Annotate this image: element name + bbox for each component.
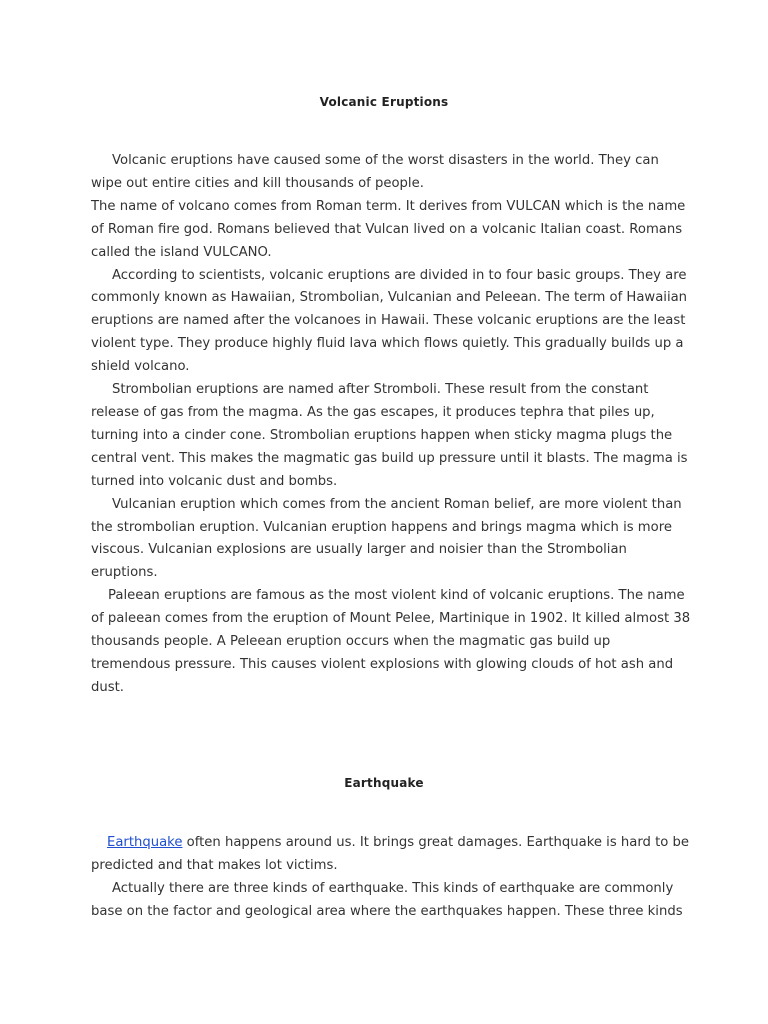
section-heading-volcanic-eruptions: Volcanic Eruptions	[319, 95, 449, 109]
paragraph	[91, 832, 691, 878]
paragraph: Actually there are three kinds of earthquake. This kinds of earthquake are commonly base on the factor and geological area where the earthquakes happen. These three kinds	[91, 880, 683, 919]
earthquake-link[interactable]: Earthquake	[107, 835, 183, 850]
paragraph: The name of volcano comes from Roman term. It derives from VULCAN which is the name of Roman fire god. Romans believed that Vulcan lived on a volcanic Italian coast. Romans called the island VULCANO.	[91, 198, 686, 260]
section-body-earthquake	[91, 832, 691, 924]
paragraph: Strombolian eruptions are named after Stromboli. These result from the constant release of gas from the magma. As the gas escapes, it produces tephra that piles up, turning into a cinder cone. Strombolian eruptions happen when sticky magma plugs the central vent. This makes the magmatic gas build up pressure until it blasts. The magma is turned into volcanic dust and bombs.	[91, 382, 688, 489]
section-heading-earthquake: Earthquake	[344, 776, 424, 790]
section-body-volcanic-eruptions	[91, 150, 691, 700]
paragraph: Volcanic eruptions have caused some of the worst disasters in the world. They can wipe out entire cities and kill thousands of people.	[91, 153, 659, 191]
paragraph: According to scientists, volcanic eruptions are divided in to four basic groups. They are commonly known as Hawaiian, Strombolian, Vulcanian and Peleean. The term of Hawaiian eruptions are named after the volcanoes in Hawaii. These volcanic eruptions are the least violent type. They produce highly fluid lava which flows quietly. This gradually builds up a shield volcano.	[91, 267, 688, 375]
paragraph-text: often happens around us. It brings great damages. Earthquake is hard to be predicted and that makes lot victims.	[91, 835, 690, 873]
paragraph: Paleean eruptions are famous as the most violent kind of volcanic eruptions. The name of paleean comes from the eruption of Mount Pelee, Martinique in 1902. It killed almost 38 thousands people. A Peleean eruption occurs when the magmatic gas build up tremendous pressure. This causes violent explosions with glowing clouds of hot ash and dust.	[91, 588, 691, 695]
paragraph: Vulcanian eruption which comes from the ancient Roman belief, are more violent than the strombolian eruption. Vulcanian eruption happens and brings magma which is more viscous. Vulcanian explosions are usually larger and noisier than the Strombolian eruptions.	[91, 496, 682, 581]
